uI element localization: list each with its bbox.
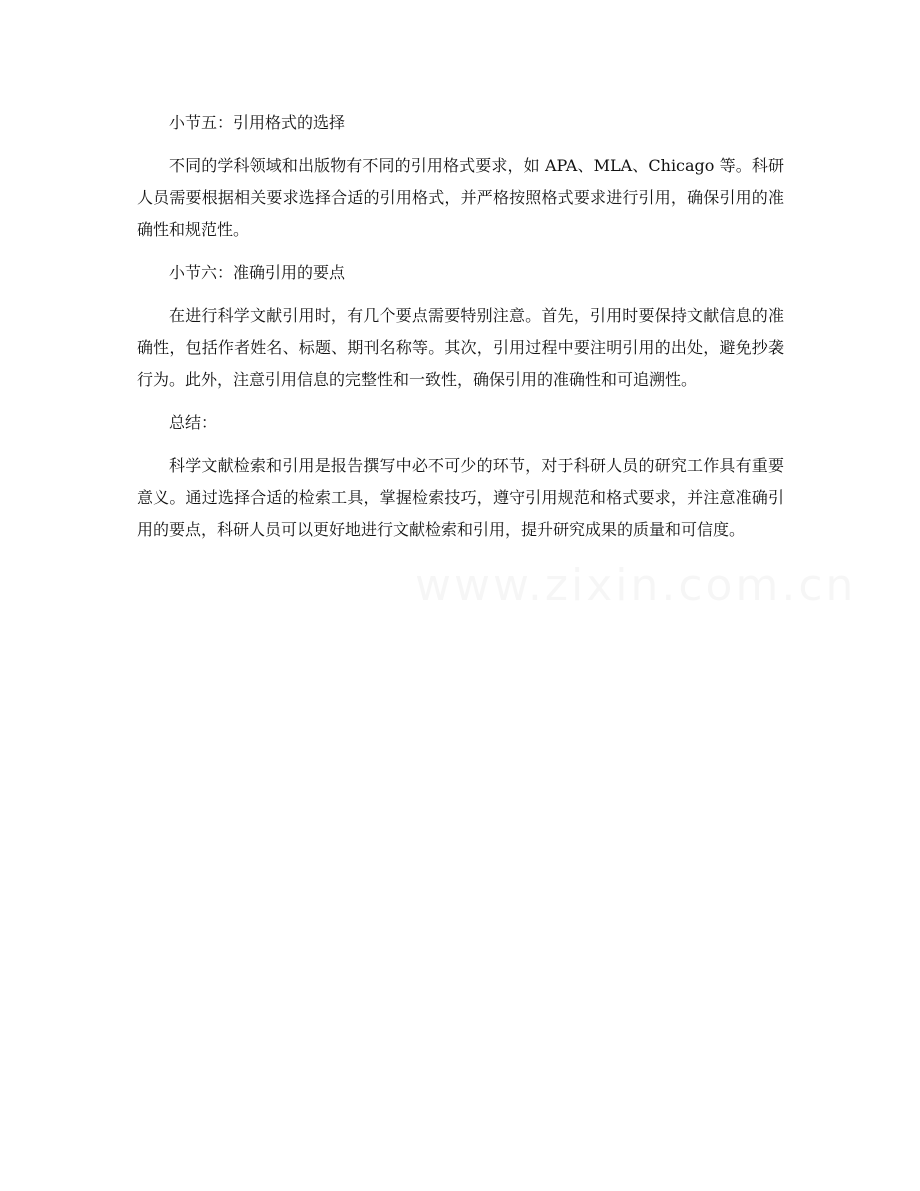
section-paragraph-6: 在进行科学文献引用时，有几个要点需要特别注意。首先，引用时要保持文献信息的准确性，包括作者姓名、标题、期刊名称等。其次，引用过程中要注明引用的出处，避免抄袭行为。此外，注意引用信息的完整性和一致性，确保引用的准确性和可追溯性。 bbox=[137, 306, 784, 389]
watermark bbox=[415, 560, 856, 611]
document-body bbox=[137, 107, 784, 557]
summary-heading: 总结： bbox=[169, 413, 218, 432]
summary-paragraph: 科学文献检索和引用是报告撰写中必不可少的环节，对于科研人员的研究工作具有重要意义。通过选择合适的检索工具，掌握检索技巧，遵守引用规范和格式要求，并注意准确引用的要点，科研人员可以更好地进行文献检索和引用，提升研究成果的质量和可信度。 bbox=[137, 456, 784, 539]
section-heading-6: 小节六：准确引用的要点 bbox=[169, 263, 346, 282]
section-heading-5: 小节五：引用格式的选择 bbox=[169, 113, 346, 132]
section-paragraph-5: 不同的学科领域和出版物有不同的引用格式要求，如 APA、MLA、Chicago 等。科研人员需要根据相关要求选择合适的引用格式，并严格按照格式要求进行引用，确保引用的准确性和规范性。 bbox=[137, 156, 784, 239]
